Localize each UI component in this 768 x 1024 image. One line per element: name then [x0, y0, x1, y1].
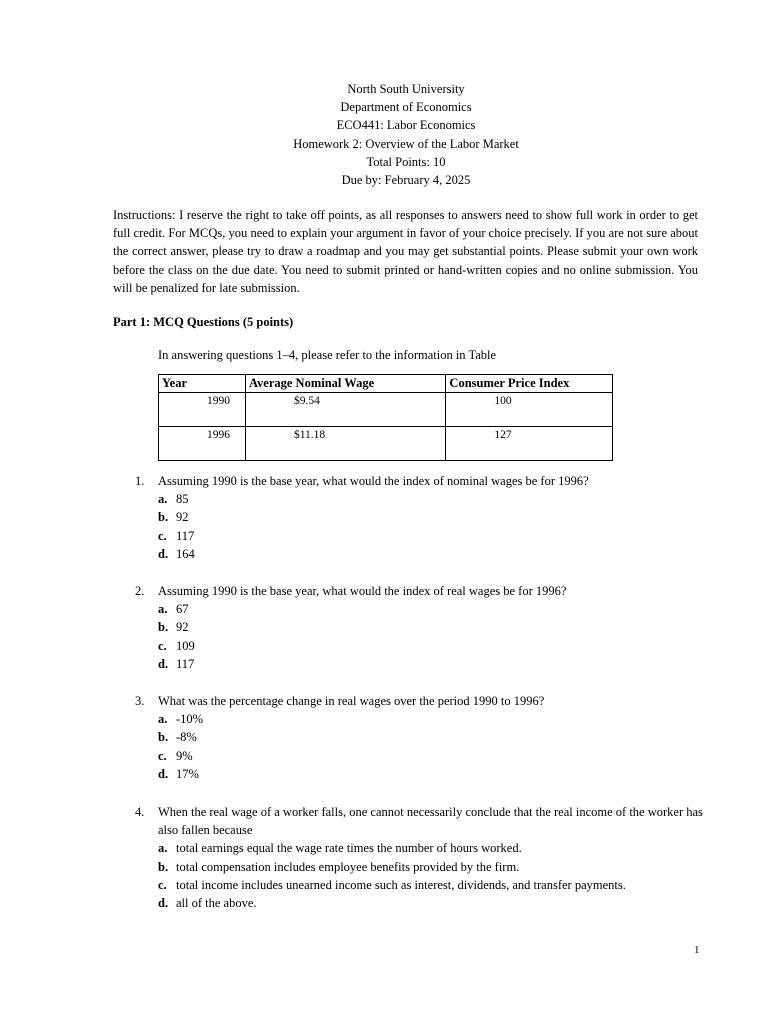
option-label: a.: [158, 492, 168, 507]
question-1: [113, 472, 713, 563]
table-intro: In answering questions 1–4, please refer to the information in Table: [158, 348, 497, 362]
option-label: c.: [158, 748, 167, 763]
department-name: Department of Economics: [340, 100, 472, 115]
table-row: [159, 427, 613, 461]
option-d: [158, 894, 713, 912]
total-points: Total Points: 10: [366, 154, 446, 169]
question-4: [113, 803, 713, 912]
university-name: North South University: [347, 82, 465, 96]
option-text: 92: [176, 620, 189, 635]
question-text: What was the percentage change in real wages over the period 1990 to 1996?: [158, 694, 545, 708]
option-a: [158, 490, 713, 508]
question-number: 1.: [135, 474, 145, 488]
option-text: total earnings equal the wage rate times the number of hours worked.: [176, 841, 522, 856]
table-cell: $9.54: [245, 393, 445, 427]
option-text: 17%: [176, 766, 199, 781]
option-label: b.: [158, 859, 169, 874]
option-c: [158, 747, 713, 765]
option-c: [158, 637, 713, 655]
option-text: 85: [176, 492, 189, 507]
option-label: c.: [158, 877, 167, 892]
table-cell: $11.18: [245, 427, 445, 461]
column-header: Year: [159, 375, 246, 393]
option-label: d.: [158, 656, 169, 671]
option-text: 92: [176, 510, 189, 525]
document-header: [0, 80, 768, 189]
page-number: 1: [694, 944, 700, 956]
table-cell: 127: [446, 427, 613, 461]
option-a: [158, 600, 713, 618]
question-number: 3.: [135, 694, 145, 708]
option-d: [158, 545, 713, 563]
part1-title: Part 1: MCQ Questions (5 points): [113, 315, 294, 329]
question-text: Assuming 1990 is the base year, what would the index of real wages be for 1996?: [158, 584, 567, 598]
option-d: [158, 765, 713, 783]
column-header: Average Nominal Wage: [245, 375, 445, 393]
wage-cpi-table: [158, 374, 613, 461]
option-b: [158, 728, 713, 746]
option-label: b.: [158, 620, 169, 635]
option-text: total compensation includes employee benefits provided by the firm.: [176, 859, 520, 874]
course-title: ECO441: Labor Economics: [336, 118, 476, 133]
option-label: d.: [158, 766, 169, 781]
option-a: [158, 839, 713, 857]
option-label: a.: [158, 712, 168, 727]
question-number: 4.: [135, 805, 145, 819]
table-cell: 100: [446, 393, 613, 427]
option-label: b.: [158, 730, 169, 745]
option-list: [158, 839, 713, 912]
option-label: d.: [158, 896, 169, 911]
option-label: c.: [158, 528, 167, 543]
option-label: d.: [158, 546, 169, 561]
table-cell: 1996: [159, 427, 246, 461]
option-b: [158, 508, 713, 526]
question-2: [113, 582, 713, 673]
question-text: Assuming 1990 is the base year, what would the index of nominal wages be for 1996?: [158, 474, 589, 488]
option-text: 117: [176, 656, 195, 671]
table-header-row: [159, 375, 613, 393]
option-text: -8%: [176, 730, 197, 745]
option-text: 67: [176, 602, 189, 617]
option-list: [158, 490, 713, 563]
option-c: [158, 527, 713, 545]
question-text: When the real wage of a worker falls, one cannot necessarily conclude that the real income of the worker has also fallen because: [158, 805, 703, 838]
option-b: [158, 858, 713, 876]
option-text: 117: [176, 528, 195, 543]
option-a: [158, 710, 713, 728]
question-3: [113, 692, 713, 783]
option-c: [158, 876, 713, 894]
option-text: total income includes unearned income such as interest, dividends, and transfer payments.: [176, 877, 626, 892]
table-cell: 1990: [159, 393, 246, 427]
homework-title: Homework 2: Overview of the Labor Market: [293, 136, 519, 151]
option-d: [158, 655, 713, 673]
option-b: [158, 618, 713, 636]
option-list: [158, 600, 713, 673]
option-label: c.: [158, 638, 167, 653]
option-text: 9%: [176, 748, 193, 763]
option-text: 164: [176, 546, 195, 561]
option-label: a.: [158, 841, 168, 856]
option-list: [158, 710, 713, 783]
due-date: Due by: February 4, 2025: [341, 173, 471, 188]
option-label: a.: [158, 602, 168, 617]
question-number: 2.: [135, 584, 145, 598]
instructions-paragraph: Instructions: I reserve the right to take off points, as all responses to answers need to show full work in order to get full credit. For MCQs, you need to explain your argument in favor of your choice precisely. If you are not sure about the correct answer, please try to draw a roadmap and you may get substantial points. Please submit your own work before the class on the due date. You need to submit printed or hand-written copies and no online submission. You will be penalized for late submission.: [113, 208, 698, 295]
table-row: [159, 393, 613, 427]
option-text: 109: [176, 638, 195, 653]
option-label: b.: [158, 510, 169, 525]
column-header: Consumer Price Index: [446, 375, 613, 393]
option-text: all of the above.: [176, 896, 257, 911]
option-text: -10%: [176, 712, 204, 727]
